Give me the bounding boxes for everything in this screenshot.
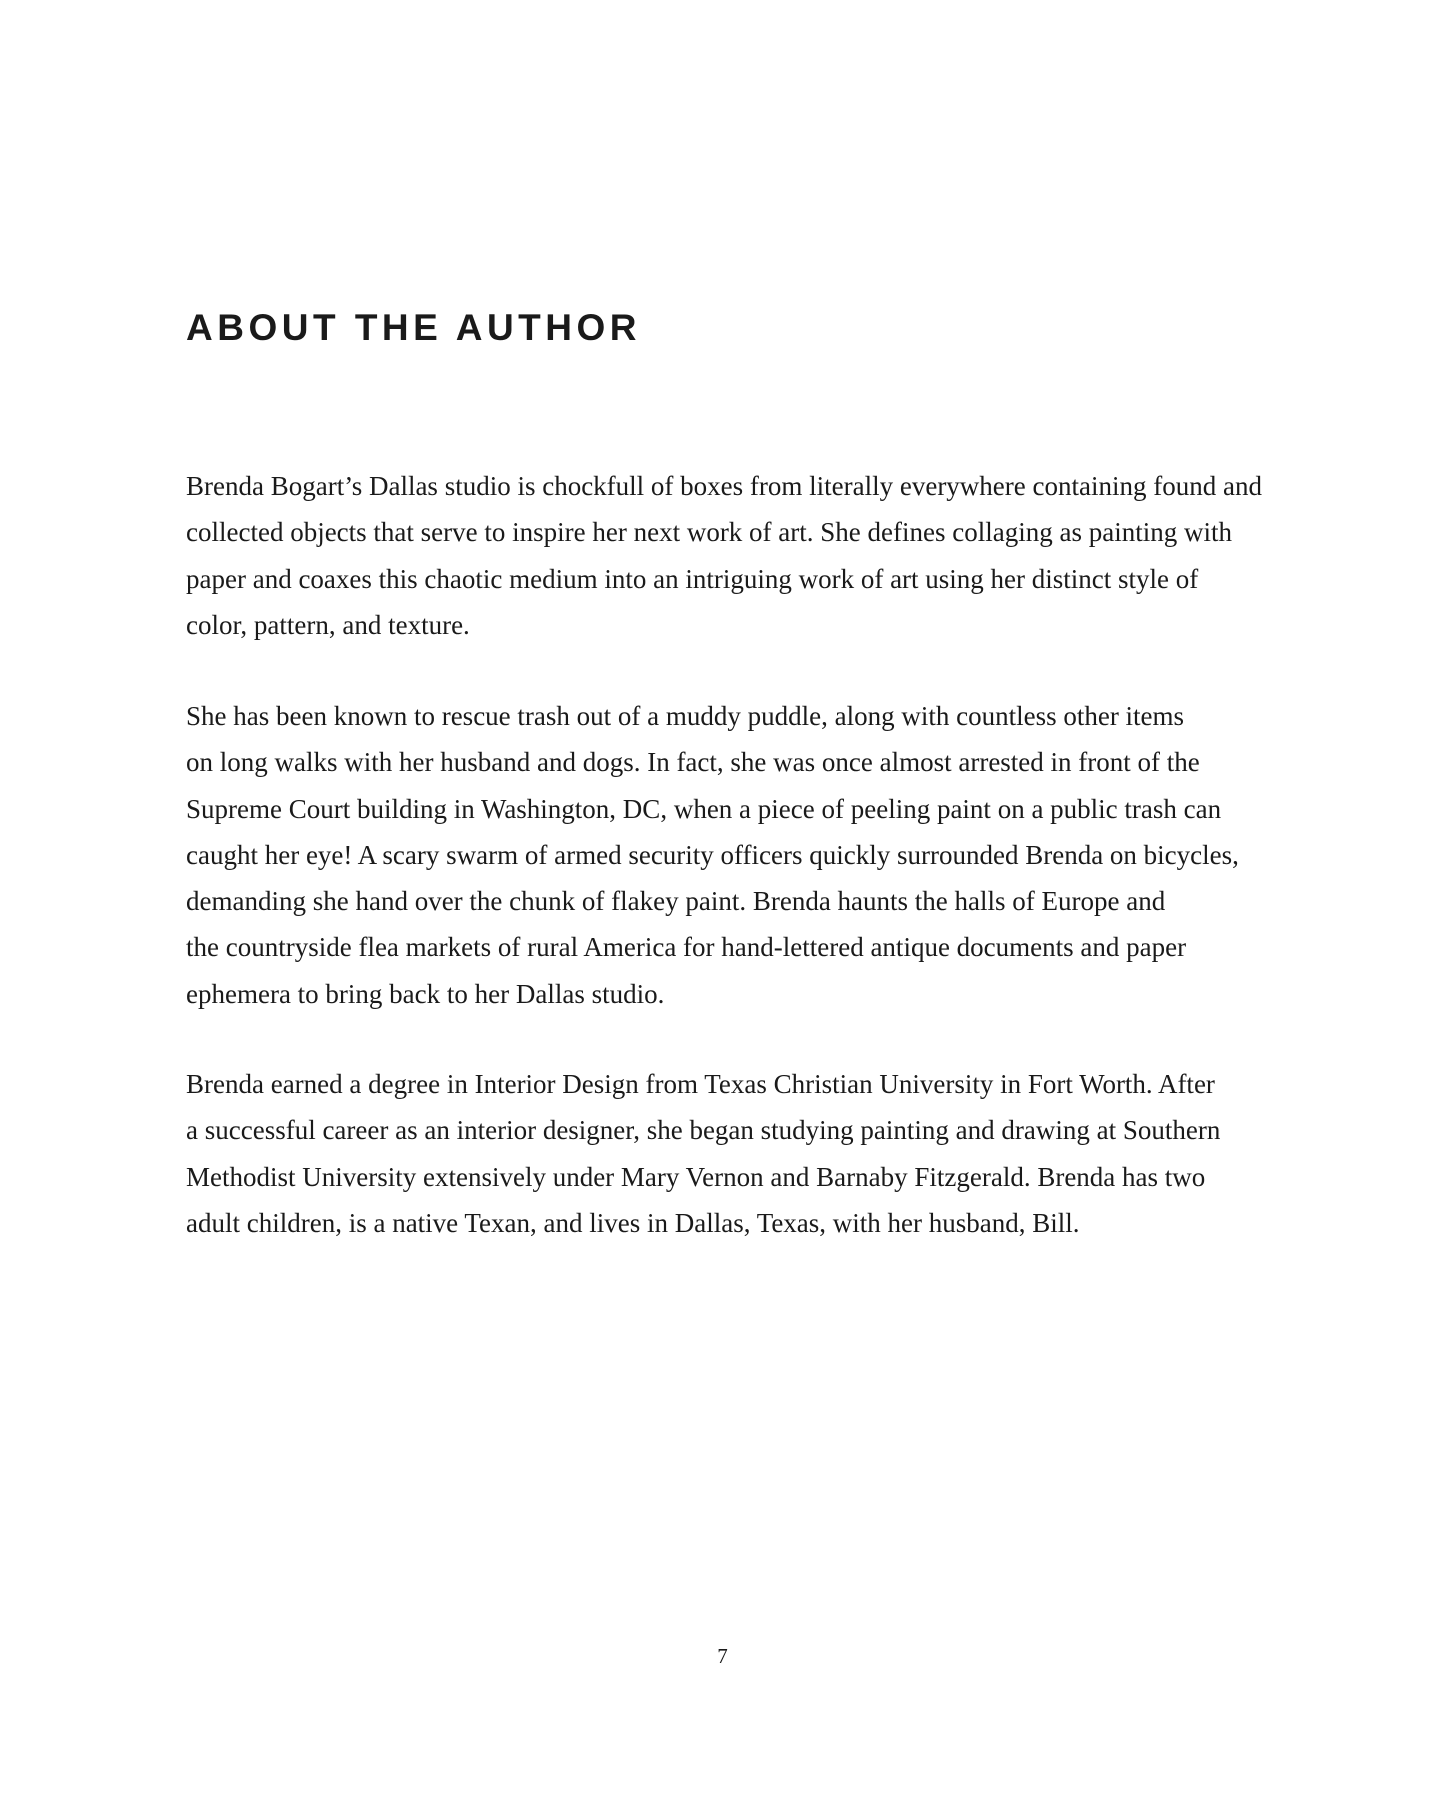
paragraph-line: color, pattern, and texture. — [186, 609, 470, 640]
paragraph-line: a successful career as an interior designer, she began studying painting and drawing at Southern — [186, 1115, 1221, 1146]
paragraph-line: Methodist University extensively under Mary Vernon and Barnaby Fitzgerald. Brenda has two — [186, 1161, 1206, 1192]
paragraph-trash-rescue — [186, 693, 1296, 1017]
page-number: 7 — [717, 1644, 728, 1668]
paragraph-line: paper and coaxes this chaotic medium into an intriguing work of art using her distinct style of — [186, 563, 1199, 594]
paragraph-line: Brenda Bogart’s Dallas studio is chockfull of boxes from literally everywhere containing found and — [186, 471, 1262, 501]
paragraph-line: Brenda earned a degree in Interior Design from Texas Christian University in Fort Worth. After — [186, 1069, 1215, 1099]
paragraph-line: caught her eye! A scary swarm of armed security officers quickly surrounded Brenda on bicycles, — [186, 839, 1239, 870]
paragraph-line: collected objects that serve to inspire her next work of art. She defines collaging as painting with — [186, 517, 1232, 548]
paragraph-line: on long walks with her husband and dogs. In fact, she was once almost arrested in front of the — [186, 747, 1200, 778]
page-heading: ABOUT THE AUTHOR — [186, 307, 641, 348]
paragraph-line: Supreme Court building in Washington, DC, when a piece of peeling paint on a public trash can — [186, 793, 1222, 824]
paragraph-education — [186, 1061, 1296, 1246]
paragraph-line: ephemera to bring back to her Dallas studio. — [186, 978, 665, 1009]
paragraph-line: demanding she hand over the chunk of flakey paint. Brenda haunts the halls of Europe and — [186, 886, 1166, 917]
paragraph-line: adult children, is a native Texan, and lives in Dallas, Texas, with her husband, Bill. — [186, 1207, 1080, 1238]
paragraph-studio — [186, 463, 1296, 648]
paragraph-line: She has been known to rescue trash out of a muddy puddle, along with countless other items — [186, 701, 1185, 731]
paragraph-line: the countryside flea markets of rural America for hand-lettered antique documents and paper — [186, 932, 1187, 963]
